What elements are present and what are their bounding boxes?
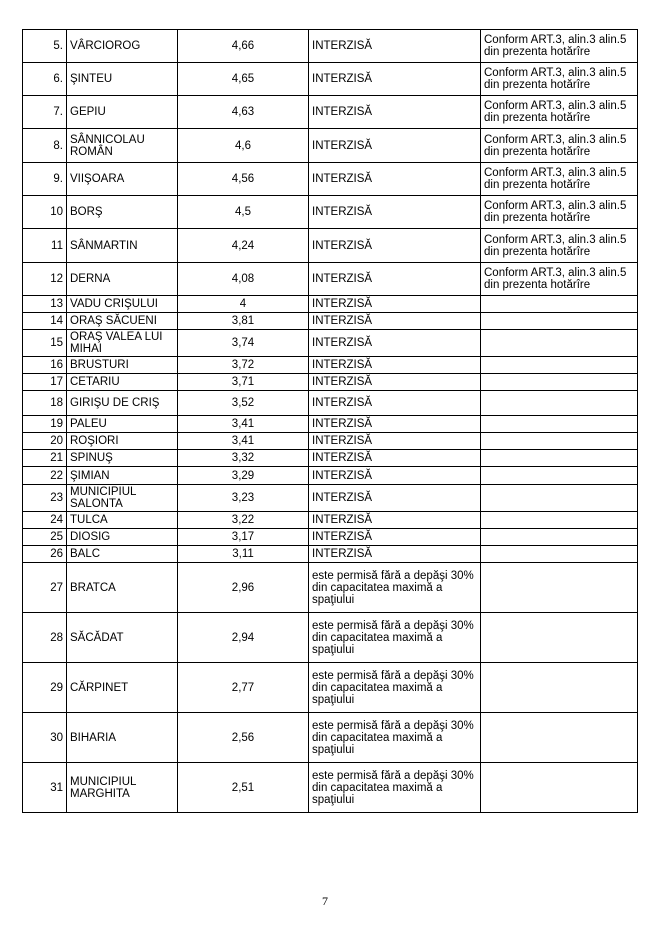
locality-name: BALC	[67, 546, 178, 563]
incidence-rate: 4,08	[178, 263, 309, 296]
legal-note	[481, 296, 638, 313]
legal-note: Conform ART.3, alin.3 alin.5 din prezenta hotărîre	[481, 30, 638, 63]
table-row	[23, 485, 638, 512]
activity-status: INTERZISĂ	[309, 529, 481, 546]
row-number: 24	[23, 512, 67, 529]
row-number: 28	[23, 613, 67, 663]
activity-status: este permisă fără a depăşi 30% din capacitatea maximă a spaţiului	[309, 663, 481, 713]
row-number: 13	[23, 296, 67, 313]
activity-status: INTERZISĂ	[309, 485, 481, 512]
legal-note	[481, 529, 638, 546]
locality-name: VIIŞOARA	[67, 163, 178, 196]
incidence-rate: 4,63	[178, 96, 309, 129]
activity-status: INTERZISĂ	[309, 546, 481, 563]
table-row	[23, 263, 638, 296]
locality-name: MUNICIPIUL MARGHITA	[67, 763, 178, 813]
incidence-rate: 3,41	[178, 433, 309, 450]
row-number: 17	[23, 374, 67, 391]
table-row	[23, 416, 638, 433]
table-row	[23, 196, 638, 229]
table-row	[23, 163, 638, 196]
incidence-rate: 4,65	[178, 63, 309, 96]
incidence-rate: 3,22	[178, 512, 309, 529]
localities-table	[22, 29, 638, 813]
table-row	[23, 374, 638, 391]
activity-status: INTERZISĂ	[309, 196, 481, 229]
incidence-rate: 3,72	[178, 357, 309, 374]
table-row	[23, 229, 638, 263]
locality-name: BORŞ	[67, 196, 178, 229]
activity-status: INTERZISĂ	[309, 450, 481, 467]
row-number: 20	[23, 433, 67, 450]
row-number: 6.	[23, 63, 67, 96]
table-body	[23, 30, 638, 813]
row-number: 16	[23, 357, 67, 374]
incidence-rate: 2,77	[178, 663, 309, 713]
incidence-rate: 4	[178, 296, 309, 313]
table-row	[23, 512, 638, 529]
incidence-rate: 2,94	[178, 613, 309, 663]
legal-note	[481, 313, 638, 330]
table-row	[23, 450, 638, 467]
activity-status: INTERZISĂ	[309, 512, 481, 529]
incidence-rate: 3,41	[178, 416, 309, 433]
locality-name: VÂRCIOROG	[67, 30, 178, 63]
activity-status: INTERZISĂ	[309, 313, 481, 330]
legal-note	[481, 330, 638, 357]
locality-name: PALEU	[67, 416, 178, 433]
legal-note	[481, 485, 638, 512]
incidence-rate: 2,96	[178, 563, 309, 613]
locality-name: GEPIU	[67, 96, 178, 129]
incidence-rate: 3,23	[178, 485, 309, 512]
row-number: 22	[23, 467, 67, 485]
locality-name: BRUSTURI	[67, 357, 178, 374]
table-row	[23, 613, 638, 663]
row-number: 26	[23, 546, 67, 563]
legal-note	[481, 467, 638, 485]
legal-note	[481, 512, 638, 529]
incidence-rate: 4,24	[178, 229, 309, 263]
locality-name: TULCA	[67, 512, 178, 529]
legal-note	[481, 450, 638, 467]
incidence-rate: 3,29	[178, 467, 309, 485]
table-row	[23, 357, 638, 374]
locality-name: GIRIŞU DE CRIŞ	[67, 391, 178, 416]
locality-name: ORAŞ SĂCUENI	[67, 313, 178, 330]
table-row	[23, 467, 638, 485]
row-number: 7.	[23, 96, 67, 129]
locality-name: SPINUŞ	[67, 450, 178, 467]
row-number: 19	[23, 416, 67, 433]
activity-status: este permisă fără a depăşi 30% din capacitatea maximă a spaţiului	[309, 763, 481, 813]
incidence-rate: 4,66	[178, 30, 309, 63]
incidence-rate: 2,56	[178, 713, 309, 763]
legal-note: Conform ART.3, alin.3 alin.5 din prezenta hotărîre	[481, 163, 638, 196]
locality-name: ŞINTEU	[67, 63, 178, 96]
activity-status: INTERZISĂ	[309, 30, 481, 63]
legal-note: Conform ART.3, alin.3 alin.5 din prezenta hotărîre	[481, 229, 638, 263]
table-row	[23, 563, 638, 613]
legal-note	[481, 663, 638, 713]
locality-name: ORAŞ VALEA LUI MIHAI	[67, 330, 178, 357]
row-number: 12	[23, 263, 67, 296]
legal-note	[481, 563, 638, 613]
table-row	[23, 529, 638, 546]
legal-note	[481, 374, 638, 391]
table-row	[23, 63, 638, 96]
legal-note	[481, 357, 638, 374]
table-row	[23, 763, 638, 813]
row-number: 18	[23, 391, 67, 416]
legal-note: Conform ART.3, alin.3 alin.5 din prezenta hotărîre	[481, 63, 638, 96]
incidence-rate: 3,81	[178, 313, 309, 330]
row-number: 21	[23, 450, 67, 467]
legal-note	[481, 391, 638, 416]
activity-status: INTERZISĂ	[309, 330, 481, 357]
table-row	[23, 129, 638, 163]
incidence-rate: 4,5	[178, 196, 309, 229]
row-number: 27	[23, 563, 67, 613]
activity-status: INTERZISĂ	[309, 129, 481, 163]
row-number: 23	[23, 485, 67, 512]
activity-status: INTERZISĂ	[309, 229, 481, 263]
incidence-rate: 4,6	[178, 129, 309, 163]
row-number: 29	[23, 663, 67, 713]
table-row	[23, 546, 638, 563]
table-row	[23, 663, 638, 713]
locality-name: CĂRPINET	[67, 663, 178, 713]
locality-name: DIOSIG	[67, 529, 178, 546]
locality-name: BIHARIA	[67, 713, 178, 763]
table-row	[23, 30, 638, 63]
incidence-rate: 3,17	[178, 529, 309, 546]
legal-note	[481, 613, 638, 663]
table-row	[23, 96, 638, 129]
incidence-rate: 3,71	[178, 374, 309, 391]
activity-status: este permisă fără a depăşi 30% din capacitatea maximă a spaţiului	[309, 563, 481, 613]
table-row	[23, 330, 638, 357]
table-row	[23, 433, 638, 450]
legal-note	[481, 763, 638, 813]
incidence-rate: 3,52	[178, 391, 309, 416]
legal-note	[481, 416, 638, 433]
locality-name: CETARIU	[67, 374, 178, 391]
row-number: 10	[23, 196, 67, 229]
activity-status: INTERZISĂ	[309, 163, 481, 196]
row-number: 14	[23, 313, 67, 330]
activity-status: este permisă fără a depăşi 30% din capacitatea maximă a spaţiului	[309, 613, 481, 663]
incidence-rate: 3,32	[178, 450, 309, 467]
locality-name: SÂNMARTIN	[67, 229, 178, 263]
locality-name: VADU CRIŞULUI	[67, 296, 178, 313]
legal-note	[481, 546, 638, 563]
activity-status: INTERZISĂ	[309, 63, 481, 96]
incidence-rate: 3,74	[178, 330, 309, 357]
row-number: 11	[23, 229, 67, 263]
legal-note: Conform ART.3, alin.3 alin.5 din prezenta hotărîre	[481, 263, 638, 296]
activity-status: este permisă fără a depăşi 30% din capacitatea maximă a spaţiului	[309, 713, 481, 763]
row-number: 8.	[23, 129, 67, 163]
locality-name: SĂCĂDAT	[67, 613, 178, 663]
activity-status: INTERZISĂ	[309, 96, 481, 129]
activity-status: INTERZISĂ	[309, 416, 481, 433]
locality-name: SÂNNICOLAU ROMÂN	[67, 129, 178, 163]
row-number: 31	[23, 763, 67, 813]
legal-note: Conform ART.3, alin.3 alin.5 din prezenta hotărîre	[481, 96, 638, 129]
row-number: 5.	[23, 30, 67, 63]
activity-status: INTERZISĂ	[309, 296, 481, 313]
table-row	[23, 313, 638, 330]
locality-name: ŞIMIAN	[67, 467, 178, 485]
locality-name: BRATCA	[67, 563, 178, 613]
locality-name: ROŞIORI	[67, 433, 178, 450]
legal-note	[481, 713, 638, 763]
activity-status: INTERZISĂ	[309, 467, 481, 485]
incidence-rate: 4,56	[178, 163, 309, 196]
legal-note: Conform ART.3, alin.3 alin.5 din prezenta hotărîre	[481, 129, 638, 163]
table-row	[23, 713, 638, 763]
row-number: 30	[23, 713, 67, 763]
row-number: 15	[23, 330, 67, 357]
page-number: 7	[322, 894, 328, 908]
activity-status: INTERZISĂ	[309, 433, 481, 450]
row-number: 25	[23, 529, 67, 546]
activity-status: INTERZISĂ	[309, 263, 481, 296]
activity-status: INTERZISĂ	[309, 391, 481, 416]
activity-status: INTERZISĂ	[309, 374, 481, 391]
locality-name: MUNICIPIUL SALONTA	[67, 485, 178, 512]
incidence-rate: 2,51	[178, 763, 309, 813]
row-number: 9.	[23, 163, 67, 196]
incidence-rate: 3,11	[178, 546, 309, 563]
activity-status: INTERZISĂ	[309, 357, 481, 374]
table-row	[23, 391, 638, 416]
table-row	[23, 296, 638, 313]
legal-note	[481, 433, 638, 450]
locality-name: DERNA	[67, 263, 178, 296]
legal-note: Conform ART.3, alin.3 alin.5 din prezenta hotărîre	[481, 196, 638, 229]
